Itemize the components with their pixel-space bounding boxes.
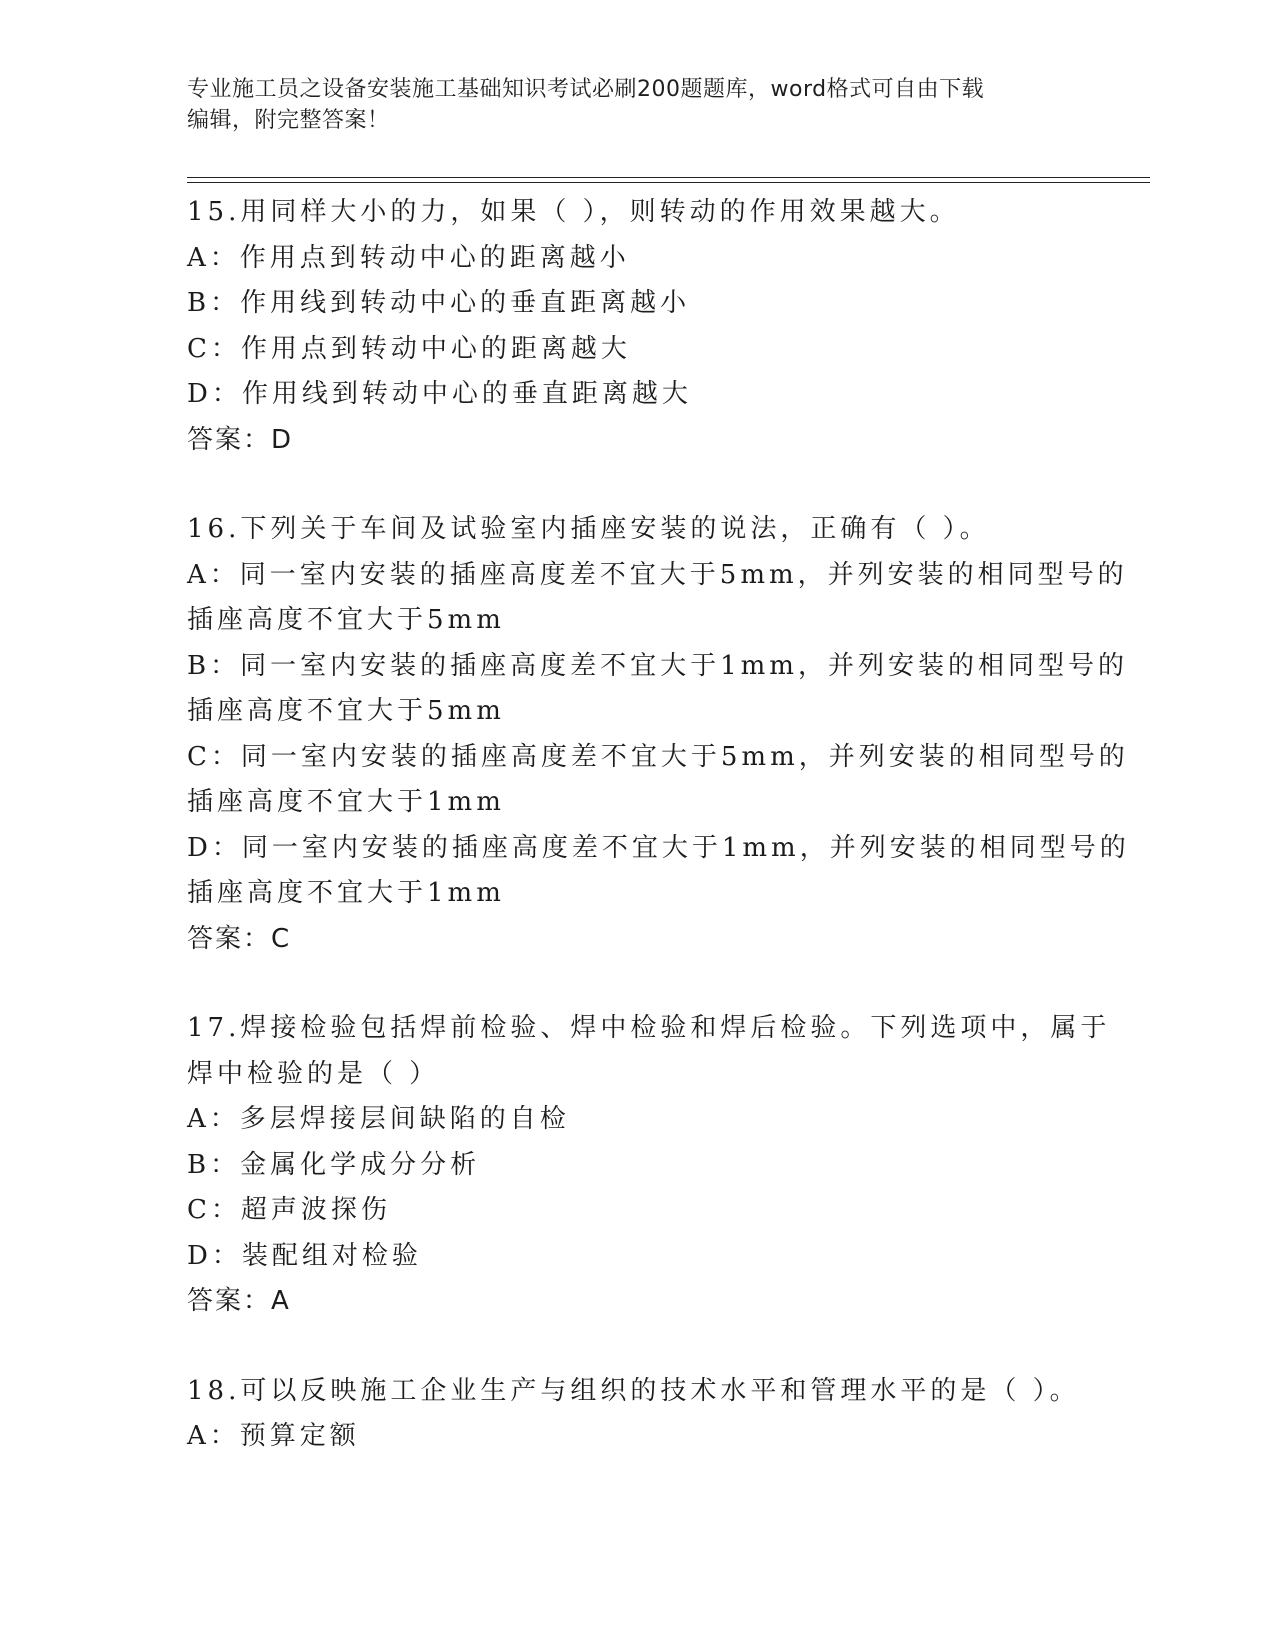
- question-option: 插座高度不宜大于1mm: [187, 787, 505, 817]
- question-option: C：超声波探伤: [187, 1195, 391, 1225]
- question-option: A：同一室内安装的插座高度差不宜大于5mm，并列安装的相同型号的: [187, 559, 1128, 590]
- header-line-1: 专业施工员之设备安装施工基础知识考试必刷200题题库，word格式可自由下载: [187, 77, 985, 102]
- question-list: [187, 190, 1130, 1460]
- question-stem: 16.下列关于车间及试验室内插座安装的说法，正确有（ ）。: [187, 514, 990, 544]
- question-block: [187, 1369, 1087, 1460]
- question-option: 插座高度不宜大于5mm: [187, 696, 505, 726]
- question-stem: 18.可以反映施工企业生产与组织的技术水平和管理水平的是（ ）。: [187, 1375, 1080, 1406]
- question-option: 插座高度不宜大于5mm: [187, 605, 505, 635]
- question-block: [187, 507, 1130, 962]
- header-rule-bottom: [187, 182, 1150, 183]
- question-block: [187, 1006, 1111, 1325]
- question-option: C：作用点到转动中心的距离越大: [187, 333, 631, 364]
- question-option: A：作用点到转动中心的距离越小: [187, 242, 630, 273]
- header-rule-top: [187, 177, 1150, 178]
- answer-line: 答案：C: [187, 923, 292, 954]
- question-spacer: [187, 1325, 1087, 1369]
- question-option: D：装配组对检验: [187, 1240, 422, 1271]
- question-spacer: [187, 463, 1087, 507]
- answer-line: 答案：A: [187, 1286, 291, 1316]
- question-option: D：同一室内安装的插座高度差不宜大于1mm，并列安装的相同型号的: [187, 832, 1130, 863]
- question-spacer: [187, 962, 1087, 1006]
- question-block: [187, 190, 1087, 463]
- question-option: 插座高度不宜大于1mm: [187, 878, 505, 908]
- document-header: [187, 74, 1087, 136]
- header-line-2: 编辑，附完整答案！: [187, 108, 390, 133]
- question-option: D：作用线到转动中心的垂直距离越大: [187, 379, 692, 409]
- question-stem: 焊中检验的是（ ）: [187, 1058, 440, 1089]
- question-option: B：作用线到转动中心的垂直距离越小: [187, 288, 691, 318]
- question-option: A：多层焊接层间缺陷的自检: [187, 1104, 570, 1134]
- question-option: B：同一室内安装的插座高度差不宜大于1mm，并列安装的相同型号的: [187, 650, 1128, 681]
- question-option: B：金属化学成分分析: [187, 1149, 481, 1180]
- question-option: A：预算定额: [187, 1421, 360, 1451]
- question-stem: 17.焊接检验包括焊前检验、焊中检验和焊后检验。下列选项中，属于: [187, 1013, 1111, 1043]
- answer-line: 答案：D: [187, 424, 294, 455]
- question-option: C：同一室内安装的插座高度差不宜大于5mm，并列安装的相同型号的: [187, 741, 1129, 772]
- question-stem: 15.用同样大小的力，如果（ ），则转动的作用效果越大。: [187, 197, 960, 227]
